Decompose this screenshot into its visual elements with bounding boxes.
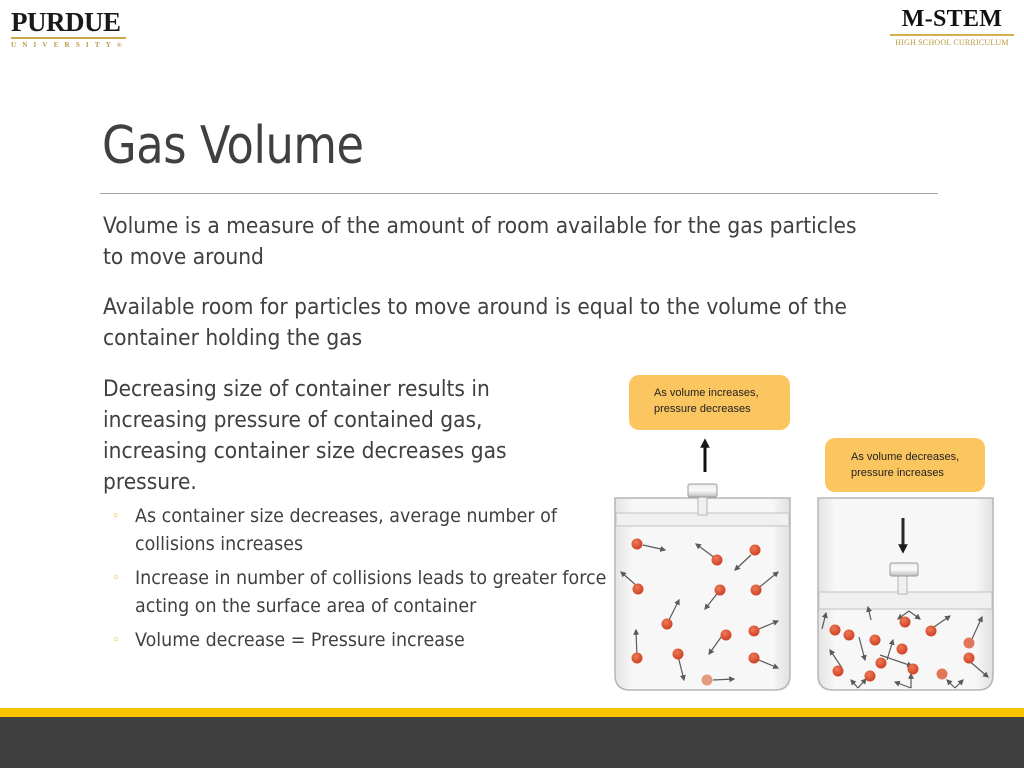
paragraph-container-size: Decreasing size of container results in increasing pressure of contained gas, increasing container size decreases gas pressure. (103, 377, 507, 495)
compressed-container (818, 498, 993, 690)
mstem-logo-rule (890, 34, 1014, 36)
expanded-container (615, 443, 790, 690)
registered-mark: ® (116, 43, 122, 49)
slide-title: Gas Volume (102, 116, 364, 176)
bullet-circle-icon: ◦ (112, 633, 120, 648)
list-item (112, 503, 609, 558)
list-item (112, 627, 609, 655)
bullet-text: Volume decrease = Pressure increase (135, 629, 465, 651)
sub-bullet-list (112, 503, 609, 662)
purdue-logo-rule (11, 37, 126, 39)
callout-line: As volume increases, (654, 387, 759, 399)
callout-line: pressure decreases (654, 403, 751, 415)
callout-line: As volume decreases, (851, 451, 960, 463)
paragraph-available-room: Available room for particles to move around is equal to the volume of the container holding the gas (103, 295, 847, 351)
gas-container-diagram (600, 430, 1010, 705)
mstem-subtitle: HIGH SCHOOL CURRICULUM (895, 38, 1009, 47)
mstem-logo (888, 6, 1016, 50)
paragraph-volume-definition: Volume is a measure of the amount of room available for the gas particles to move around (103, 214, 857, 270)
footer-accent-bar (0, 708, 1024, 717)
mstem-wordmark: M-STEM (901, 6, 1003, 32)
callout-line: pressure increases (851, 467, 944, 479)
list-item (112, 565, 609, 620)
footer-bar (0, 717, 1024, 768)
bullet-circle-icon: ◦ (112, 571, 120, 586)
purdue-logo (11, 9, 136, 49)
purdue-subtitle-text: UNIVERSITY (11, 41, 117, 49)
bullet-circle-icon: ◦ (112, 509, 120, 524)
purdue-wordmark: PURDUE (11, 7, 121, 37)
bullet-text: As container size decreases, average number of collisions increases (135, 505, 558, 555)
bullet-text: Increase in number of collisions leads to greater force acting on the surface area of container (135, 567, 607, 617)
title-divider (100, 193, 938, 194)
purdue-subtitle (11, 41, 136, 49)
callout-volume-increases (629, 375, 790, 430)
